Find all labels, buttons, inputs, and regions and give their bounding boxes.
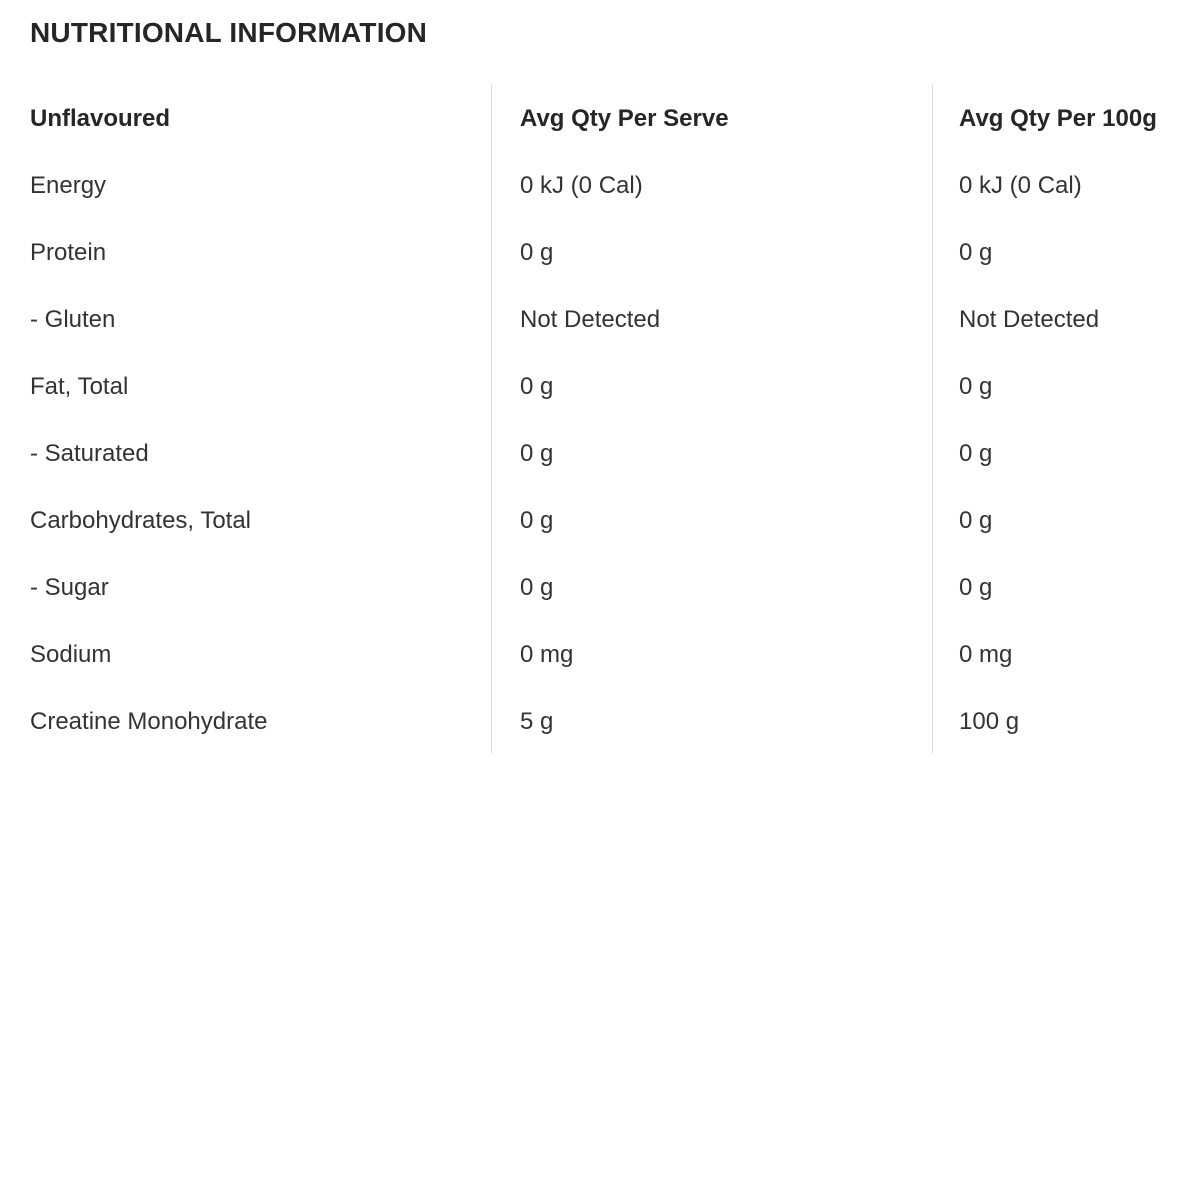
per-100g-value: 100 g	[959, 708, 1020, 735]
per-serve-value: 0 kJ (0 Cal)	[520, 172, 643, 199]
per-serve-value: 0 g	[520, 574, 554, 601]
table-row	[0, 621, 1200, 688]
header-per-100g: Avg Qty Per 100g	[959, 105, 1157, 132]
per-100g-value: 0 mg	[959, 641, 1013, 668]
table-row	[0, 286, 1200, 353]
per-serve-value: 0 g	[520, 373, 554, 400]
nutrient-label: Fat, Total	[30, 373, 129, 400]
nutrient-label: Carbohydrates, Total	[30, 507, 252, 534]
per-100g-value: 0 g	[959, 507, 993, 534]
per-serve-value: Not Detected	[520, 306, 661, 333]
nutrient-label: - Gluten	[30, 306, 116, 333]
table-row	[0, 487, 1200, 554]
per-100g-value: Not Detected	[959, 306, 1100, 333]
table-row	[0, 353, 1200, 420]
table-row	[0, 420, 1200, 487]
nutrient-label: - Saturated	[30, 440, 149, 467]
table-row	[0, 688, 1200, 755]
per-100g-value: 0 g	[959, 239, 993, 266]
per-100g-value: 0 g	[959, 440, 993, 467]
nutrition-table	[0, 85, 1200, 753]
page-title: NUTRITIONAL INFORMATION	[30, 17, 428, 48]
per-100g-value: 0 kJ (0 Cal)	[959, 172, 1082, 199]
per-serve-value: 0 mg	[520, 641, 574, 668]
per-serve-value: 5 g	[520, 708, 554, 735]
nutrient-label: - Sugar	[30, 574, 109, 601]
per-serve-value: 0 g	[520, 507, 554, 534]
per-serve-value: 0 g	[520, 440, 554, 467]
nutrient-label: Energy	[30, 172, 107, 199]
header-per-serve: Avg Qty Per Serve	[520, 105, 729, 132]
table-row	[0, 152, 1200, 219]
per-100g-value: 0 g	[959, 373, 993, 400]
nutrient-label: Protein	[30, 239, 107, 266]
per-100g-value: 0 g	[959, 574, 993, 601]
table-row	[0, 554, 1200, 621]
per-serve-value: 0 g	[520, 239, 554, 266]
nutrient-label: Creatine Monohydrate	[30, 708, 268, 735]
nutrient-label: Sodium	[30, 641, 112, 668]
table-header-row	[0, 85, 1200, 152]
table-row	[0, 219, 1200, 286]
header-product: Unflavoured	[30, 105, 171, 132]
